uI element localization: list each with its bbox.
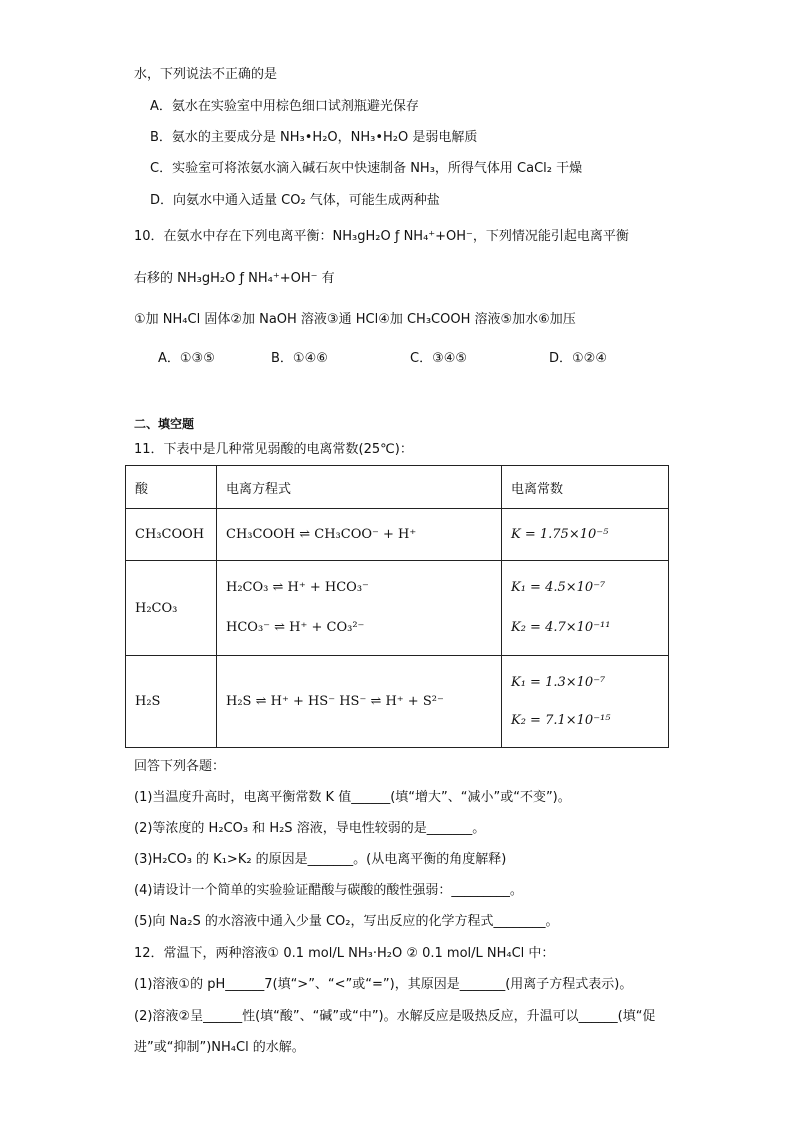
constant-line: K₂ = 4.7×10⁻¹¹ [511,620,611,635]
q11-part-2: (2)等浓度的 H₂CO₃ 和 H₂S 溶液，导电性较弱的是_______。 [134,821,486,836]
q9-stem-end: 水，下列说法不正确的是 [134,67,278,82]
table-row [126,509,669,561]
q12-part-2: (2)溶液②呈______性(填“酸”、“碱”或“中”)。水解反应是吸热反应，升温可以______(填“促 [134,1009,656,1024]
q9-option-b: B．氨水的主要成分是 NH₃•H₂O，NH₃•H₂O 是弱电解质 [150,130,478,145]
acid-cell: CH₃COOH [126,509,217,561]
q11-answer-intro: 回答下列各题： [134,759,226,774]
q10-choice-b: B．①④⑥ [271,351,328,366]
constant-cell [502,509,669,561]
equation-cell [217,656,502,748]
constant-line: K₁ = 4.5×10⁻⁷ [511,580,606,595]
section-title: 二、填空题 [134,417,195,431]
acid-cell: H₂CO₃ [126,561,217,656]
q10-choice-a: A．①③⑤ [158,351,215,366]
constant-line: K₂ = 7.1×10⁻¹⁵ [511,712,611,728]
equation-line: H₂CO₃ ⇌ H⁺ + HCO₃⁻ [226,580,369,595]
constant-cell [502,656,669,748]
q11-part-3: (3)H₂CO₃ 的 K₁>K₂ 的原因是_______。(从电离平衡的角度解释) [134,852,507,867]
q9-option-d: D．向氨水中通入适量 CO₂ 气体，可能生成两种盐 [150,193,440,208]
q11-stem: 11．下表中是几种常见弱酸的电离常数(25℃)： [134,442,413,457]
q10-choice-d: D．①②④ [549,351,607,366]
header-equation: 电离方程式 [217,466,502,509]
constant-cell [502,561,669,656]
q9-option-a: A．氨水在实验室中用棕色细口试剂瓶避光保存 [150,99,419,114]
equation-cell [217,509,502,561]
q11-part-4: (4)请设计一个简单的实验验证醋酸与碳酸的酸性强弱：_________。 [134,883,523,898]
header-constant: 电离常数 [502,466,669,509]
q12-stem: 12．常温下，两种溶液① 0.1 mol/L NH₃·H₂O ② 0.1 mol/L NH₄Cl 中： [134,946,555,961]
constant-line: K₁ = 1.3×10⁻⁷ [511,674,606,690]
q10-choice-c: C．③④⑤ [410,351,468,366]
q10-stem-line1: 10．在氨水中存在下列电离平衡：NH₃gH₂O ƒ NH₄⁺+OH⁻，下列情况能引起电离平衡 [134,229,629,244]
q12-part-2-continued: 进”或“抑制”)NH₄Cl 的水解。 [134,1040,305,1055]
equation-line: CH₃COOH ⇌ CH₃COO⁻ + H⁺ [226,526,417,542]
header-acid: 酸 [126,466,217,509]
ionization-constant-table [125,465,669,748]
acid-cell: H₂S [126,656,217,748]
q11-part-5: (5)向 Na₂S 的水溶液中通入少量 CO₂，写出反应的化学方程式________。 [134,914,559,929]
equation-line: HCO₃⁻ ⇌ H⁺ + CO₃²⁻ [226,620,365,635]
q9-option-c: C．实验室可将浓氨水滴入碱石灰中快速制备 NH₃，所得气体用 CaCl₂ 干燥 [150,161,583,176]
table-header-row [126,466,669,509]
q10-conditions: ①加 NH₄Cl 固体②加 NaOH 溶液③通 HCl④加 CH₃COOH 溶液⑤加水⑥加压 [134,312,576,327]
q12-part-1: (1)溶液①的 pH______7(填“>”、“<”或“=”)，其原因是_______(用离子方程式表示)。 [134,977,633,992]
q11-part-1: (1)当温度升高时，电离平衡常数 K 值______(填“增大”、“减小”或“不变”)。 [134,790,571,805]
constant-line: K = 1.75×10⁻⁵ [511,526,609,542]
q10-stem-line2: 右移的 NH₃gH₂O ƒ NH₄⁺+OH⁻ 有 [134,271,335,286]
equation-cell [217,561,502,656]
equation-line: H₂S ⇌ H⁺ + HS⁻ HS⁻ ⇌ H⁺ + S²⁻ [226,693,444,709]
table-row [126,561,669,656]
table-row [126,656,669,748]
